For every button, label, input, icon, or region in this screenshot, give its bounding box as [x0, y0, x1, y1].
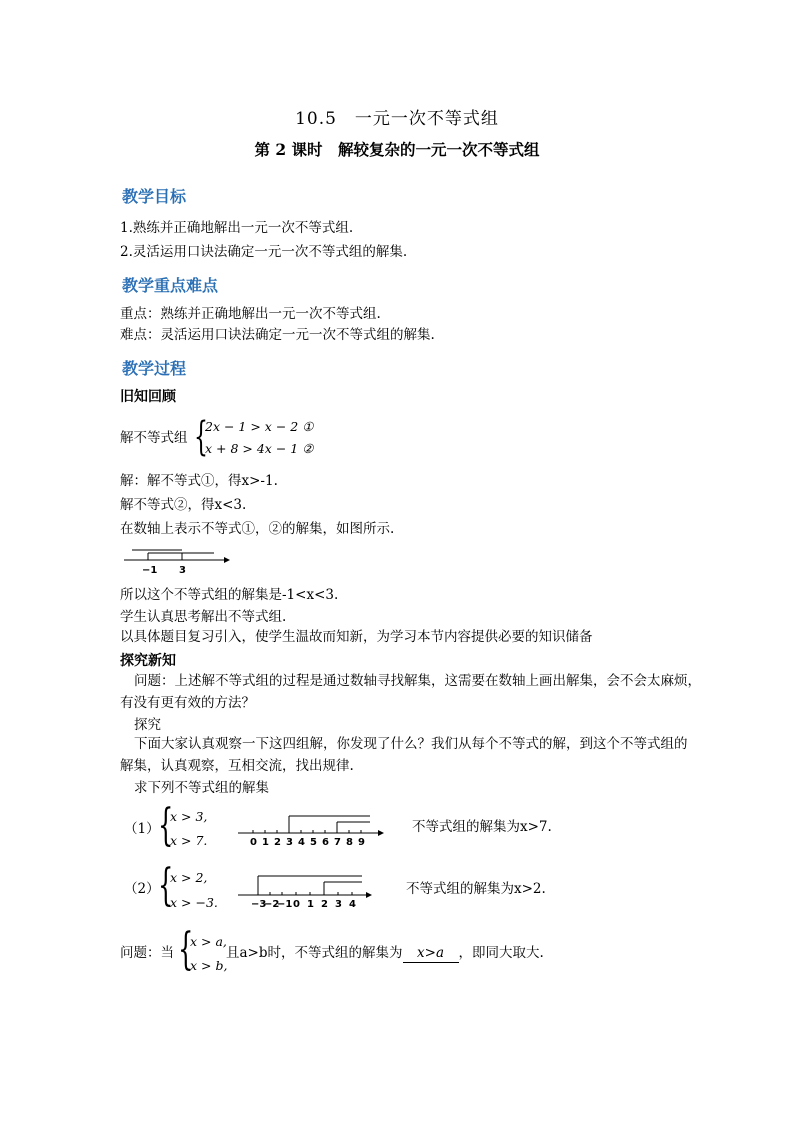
section-heading-process: 教学过程 [122, 359, 187, 378]
section-heading-objectives: 教学目标 [122, 187, 187, 206]
key-point-item-1: 重点：熟练并正确地解出一元一次不等式组. [120, 306, 381, 322]
system-brace: { [194, 414, 208, 460]
explore-paragraph-3b: 解集，认真观察，互相交流，找出规律. [120, 758, 354, 774]
explore-paragraph-3a: 下面大家认真观察一下这四组解，你发现了什么？我们从每个不等式的解，到这个不等式组的 [134, 736, 688, 752]
question-prefix: 问题：当 [120, 945, 174, 961]
ex2-tick-6: 3 [335, 899, 342, 910]
ex2-tick-3: 0 [293, 899, 300, 910]
ex2-tick-1: −2 [264, 899, 280, 910]
example-2-line-2: x > −3. [170, 895, 218, 910]
document-subtitle: 第 2 课时 解较复杂的一元一次不等式组 [254, 140, 540, 159]
question-brace: { [178, 924, 194, 975]
ex1-tick-2: 2 [274, 837, 281, 848]
example-2-line-1: x > 2, [170, 870, 208, 885]
question-mid: 且a>b时，不等式组的解集为 [226, 945, 403, 961]
question-line-1: x > a, [190, 934, 227, 949]
equation-1: 2x − 1 > x − 2 ① [205, 419, 314, 434]
number-line-review [124, 548, 234, 576]
ex2-tick-7: 4 [349, 899, 356, 910]
question-line-2: x > b, [190, 958, 228, 973]
example-1-result: 不等式组的解集为x>7. [412, 819, 552, 835]
axis-label-3: 3 [179, 565, 186, 576]
ex2-tick-2: −1 [277, 899, 293, 910]
explore-paragraph-1a: 问题：上述解不等式组的过程是通过数轴寻找解集，这需要在数轴上画出解集，会不会太麻烦， [134, 673, 701, 689]
explore-heading: 探究新知 [120, 653, 176, 669]
number-line-example-2 [238, 870, 378, 910]
example-2-result: 不等式组的解集为x>2. [406, 881, 546, 897]
objective-item-1: 1.熟练并正确地解出一元一次不等式组. [120, 220, 354, 236]
review-heading: 旧知回顾 [120, 389, 176, 405]
objective-item-2: 2.灵活运用口诀法确定一元一次不等式组的解集. [120, 244, 408, 260]
example-1-brace: { [158, 800, 174, 851]
solution-line-5: 学生认真思考解出不等式组. [120, 609, 287, 625]
explore-paragraph-2: 探究 [134, 717, 161, 733]
ex1-tick-7: 7 [334, 837, 341, 848]
ex1-tick-1: 1 [262, 837, 269, 848]
section-heading-key-points: 教学重点难点 [122, 276, 219, 295]
example-2-label: （2） [124, 881, 160, 897]
question-suffix: ，即同大取大. [458, 945, 544, 961]
ex1-tick-8: 8 [346, 837, 353, 848]
number-line-example-1 [238, 808, 388, 848]
document-title: 10.5 一元一次不等式组 [295, 109, 499, 129]
ex2-tick-5: 2 [321, 899, 328, 910]
solution-line-3: 在数轴上表示不等式①，②的解集，如图所示. [120, 521, 395, 537]
equation-2: x + 8 > 4x − 1 ② [205, 441, 314, 456]
question-condition [226, 944, 544, 963]
example-1-label: （1） [124, 821, 160, 837]
problem-prefix: 解不等式组 [120, 430, 188, 446]
ex1-tick-0: 0 [250, 837, 257, 848]
solution-line-2: 解不等式②，得x<3. [120, 497, 247, 513]
example-1-line-2: x > 7. [170, 833, 208, 848]
ex1-tick-6: 6 [322, 837, 329, 848]
ex2-tick-0: −3 [251, 899, 267, 910]
ex1-tick-3: 3 [286, 837, 293, 848]
solution-line-1: 解：解不等式①，得x>-1. [120, 473, 278, 489]
ex1-tick-9: 9 [358, 837, 365, 848]
example-2-brace: { [158, 860, 174, 911]
ex1-tick-4: 4 [298, 837, 305, 848]
solution-line-4: 所以这个不等式组的解集是-1<x<3. [120, 587, 339, 603]
ex2-tick-4: 1 [307, 899, 314, 910]
explore-paragraph-1b: 有没有更有效的方法？ [120, 695, 255, 711]
question-answer: x>a [403, 944, 459, 963]
explore-paragraph-4: 求下列不等式组的解集 [134, 780, 269, 796]
axis-label-neg1: −1 [142, 565, 158, 576]
solution-line-6: 以具体题目复习引入，使学生温故而知新，为学习本节内容提供必要的知识储备 [120, 629, 593, 645]
example-1-line-1: x > 3, [170, 809, 208, 824]
ex1-tick-5: 5 [310, 837, 317, 848]
key-point-item-2: 难点：灵活运用口诀法确定一元一次不等式组的解集. [120, 327, 435, 343]
